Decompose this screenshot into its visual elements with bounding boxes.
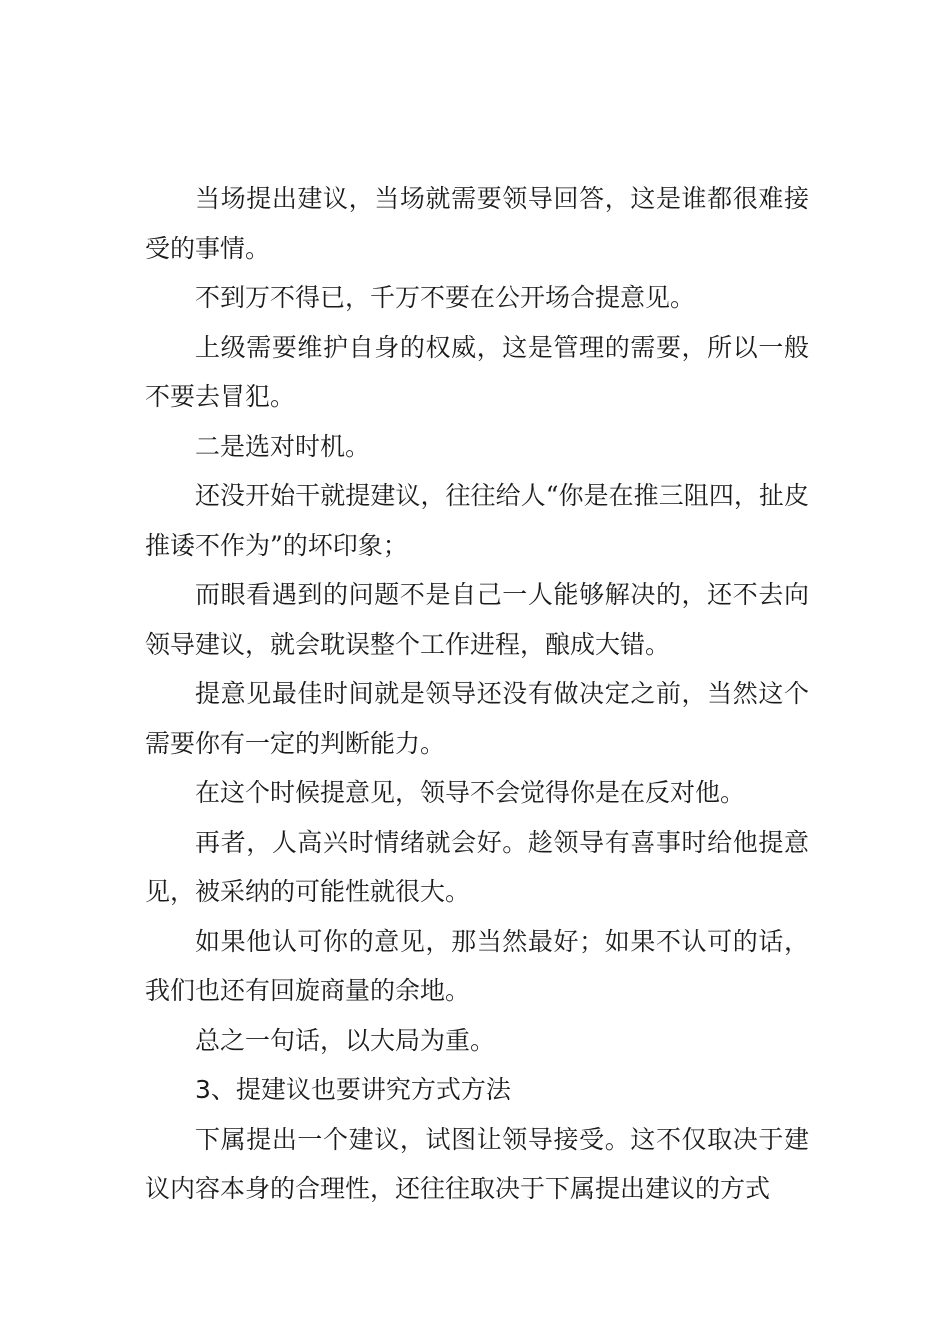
paragraph-1: 当场提出建议，当场就需要领导回答，这是谁都很难接受的事情。 — [145, 184, 809, 263]
paragraph-11: 总之一句话，以大局为重。 — [195, 1025, 496, 1055]
paragraph-2: 不到万不得已，千万不要在公开场合提意见。 — [195, 283, 696, 312]
paragraph-4: 二是选对时机。 — [195, 431, 371, 461]
paragraph-6: 而眼看遇到的问题不是自己一人能够解决的，还不去向领导建议，就会耽误整个工作进程，酿成大错。 — [145, 580, 809, 659]
paragraph-8: 在这个时候提意见，领导不会觉得你是在反对他。 — [195, 778, 746, 807]
paragraph-9: 再者，人高兴时情绪就会好。趁领导有喜事时给他提意见，被采纳的可能性就很大。 — [145, 827, 809, 906]
document-body — [145, 174, 809, 1214]
section-heading: 3、提建议也要讲究方式方法 — [195, 1075, 511, 1104]
paragraph-5: 还没开始干就提建议，往往给人“你是在推三阻四，扯皮推诿不作为”的坏印象； — [145, 481, 809, 560]
paragraph-3: 上级需要维护自身的权威，这是管理的需要，所以一般不要去冒犯。 — [145, 332, 809, 411]
paragraph-7: 提意见最佳时间就是领导还没有做决定之前，当然这个需要你有一定的判断能力。 — [145, 679, 809, 758]
paragraph-10: 如果他认可你的意见，那当然最好；如果不认可的话，我们也还有回旋商量的余地。 — [145, 926, 809, 1005]
paragraph-13: 下属提出一个建议，试图让领导接受。这不仅取决于建议内容本身的合理性，还往往取决于下属提出建议的方式 — [145, 1124, 809, 1203]
